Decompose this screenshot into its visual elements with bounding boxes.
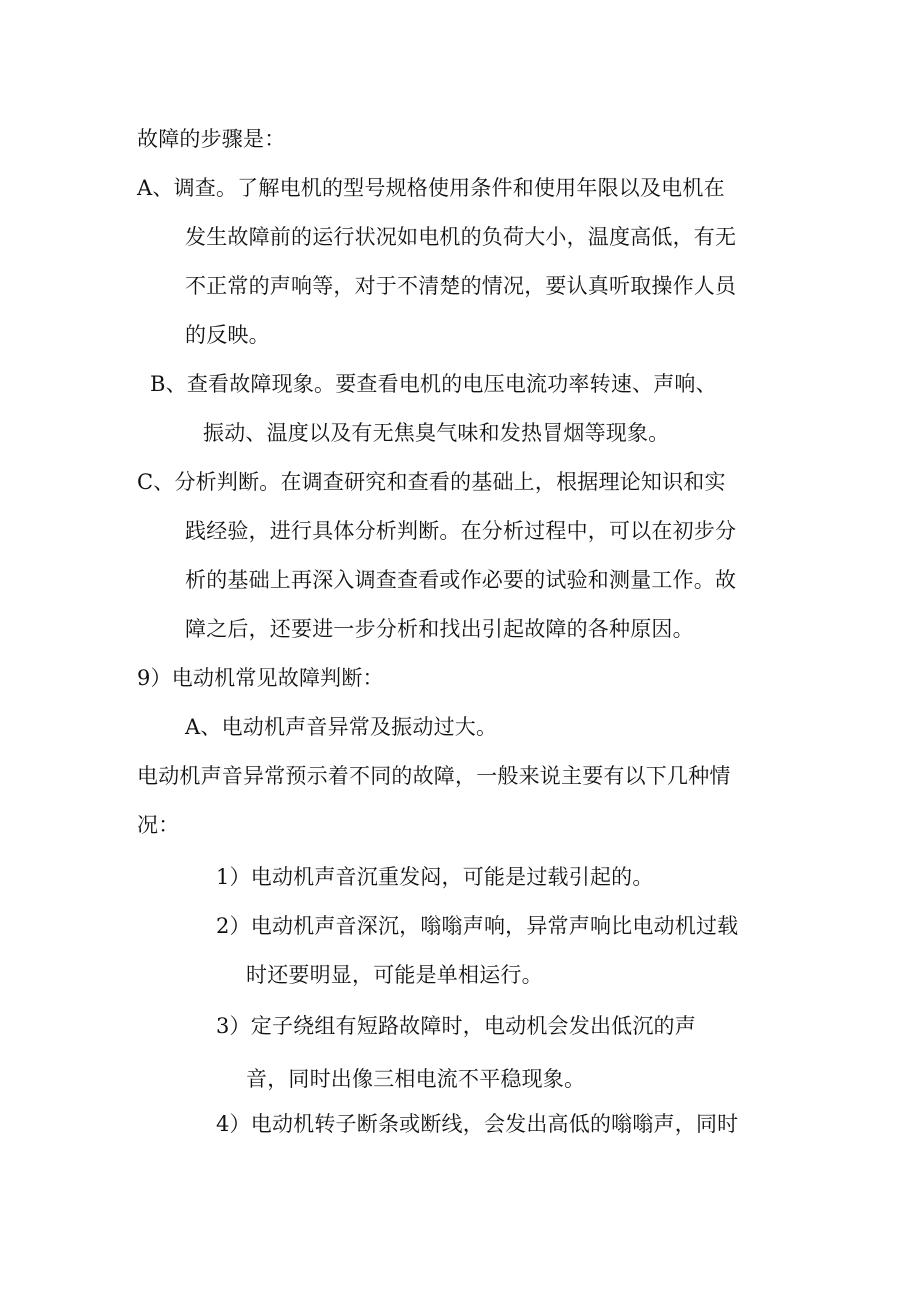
text-line-step-c-cont-1: 践经验，进行具体分析判断。在分析过程中，可以在初步分: [185, 519, 737, 543]
text-line-paragraph-cont: 况：: [137, 813, 180, 837]
text-line-steps-intro: 故障的步骤是：: [137, 127, 286, 151]
text-line-step-a-cont-3: 的反映。: [185, 323, 270, 347]
text-line-step-a-cont-1: 发生故障前的运行状况如电机的负荷大小，温度高低，有无: [185, 225, 737, 249]
text-line-step-a-cont-2: 不正常的声响等，对于不清楚的情况，要认真听取操作人员: [185, 274, 737, 298]
list-item-1: 1）电动机声音沉重发闷，可能是过载引起的。: [216, 865, 654, 889]
text-line-step-b: B、查看故障现象。要查看电机的电压电流功率转速、声响、: [150, 372, 717, 396]
list-item-2-cont: 时还要明显，可能是单相运行。: [246, 963, 543, 987]
text-line-step-c-cont-3: 障之后，还要进一步分析和找出引起故障的各种原因。: [185, 617, 694, 641]
text-line-step-c-cont-2: 析的基础上再深入调查查看或作必要的试验和测量工作。故: [185, 568, 737, 592]
text-line-step-b-cont: 振动、温度以及有无焦臭气味和发热冒烟等现象。: [203, 421, 670, 445]
text-line-paragraph: 电动机声音异常预示着不同的故障，一般来说主要有以下几种情: [137, 764, 731, 788]
text-line-step-c: C、分析判断。在调查研究和查看的基础上，根据理论知识和实: [137, 470, 726, 494]
section-heading-motor-faults: 9）电动机常见故障判断：: [137, 666, 384, 690]
list-item-3: 3）定子绕组有短路故障时，电动机会发出低沉的声: [216, 1014, 696, 1038]
subheading-abnormal-sound: A、电动机声音异常及振动过大。: [185, 715, 498, 739]
text-line-step-a: A、调查。了解电机的型号规格使用条件和使用年限以及电机在: [137, 176, 725, 200]
list-item-4: 4）电动机转子断条或断线，会发出高低的嗡嗡声，同时: [216, 1112, 739, 1136]
list-item-2: 2）电动机声音深沉，嗡嗡声响，异常声响比电动机过载: [216, 914, 739, 938]
list-item-3-cont: 音，同时出像三相电流不平稳现象。: [246, 1067, 586, 1091]
